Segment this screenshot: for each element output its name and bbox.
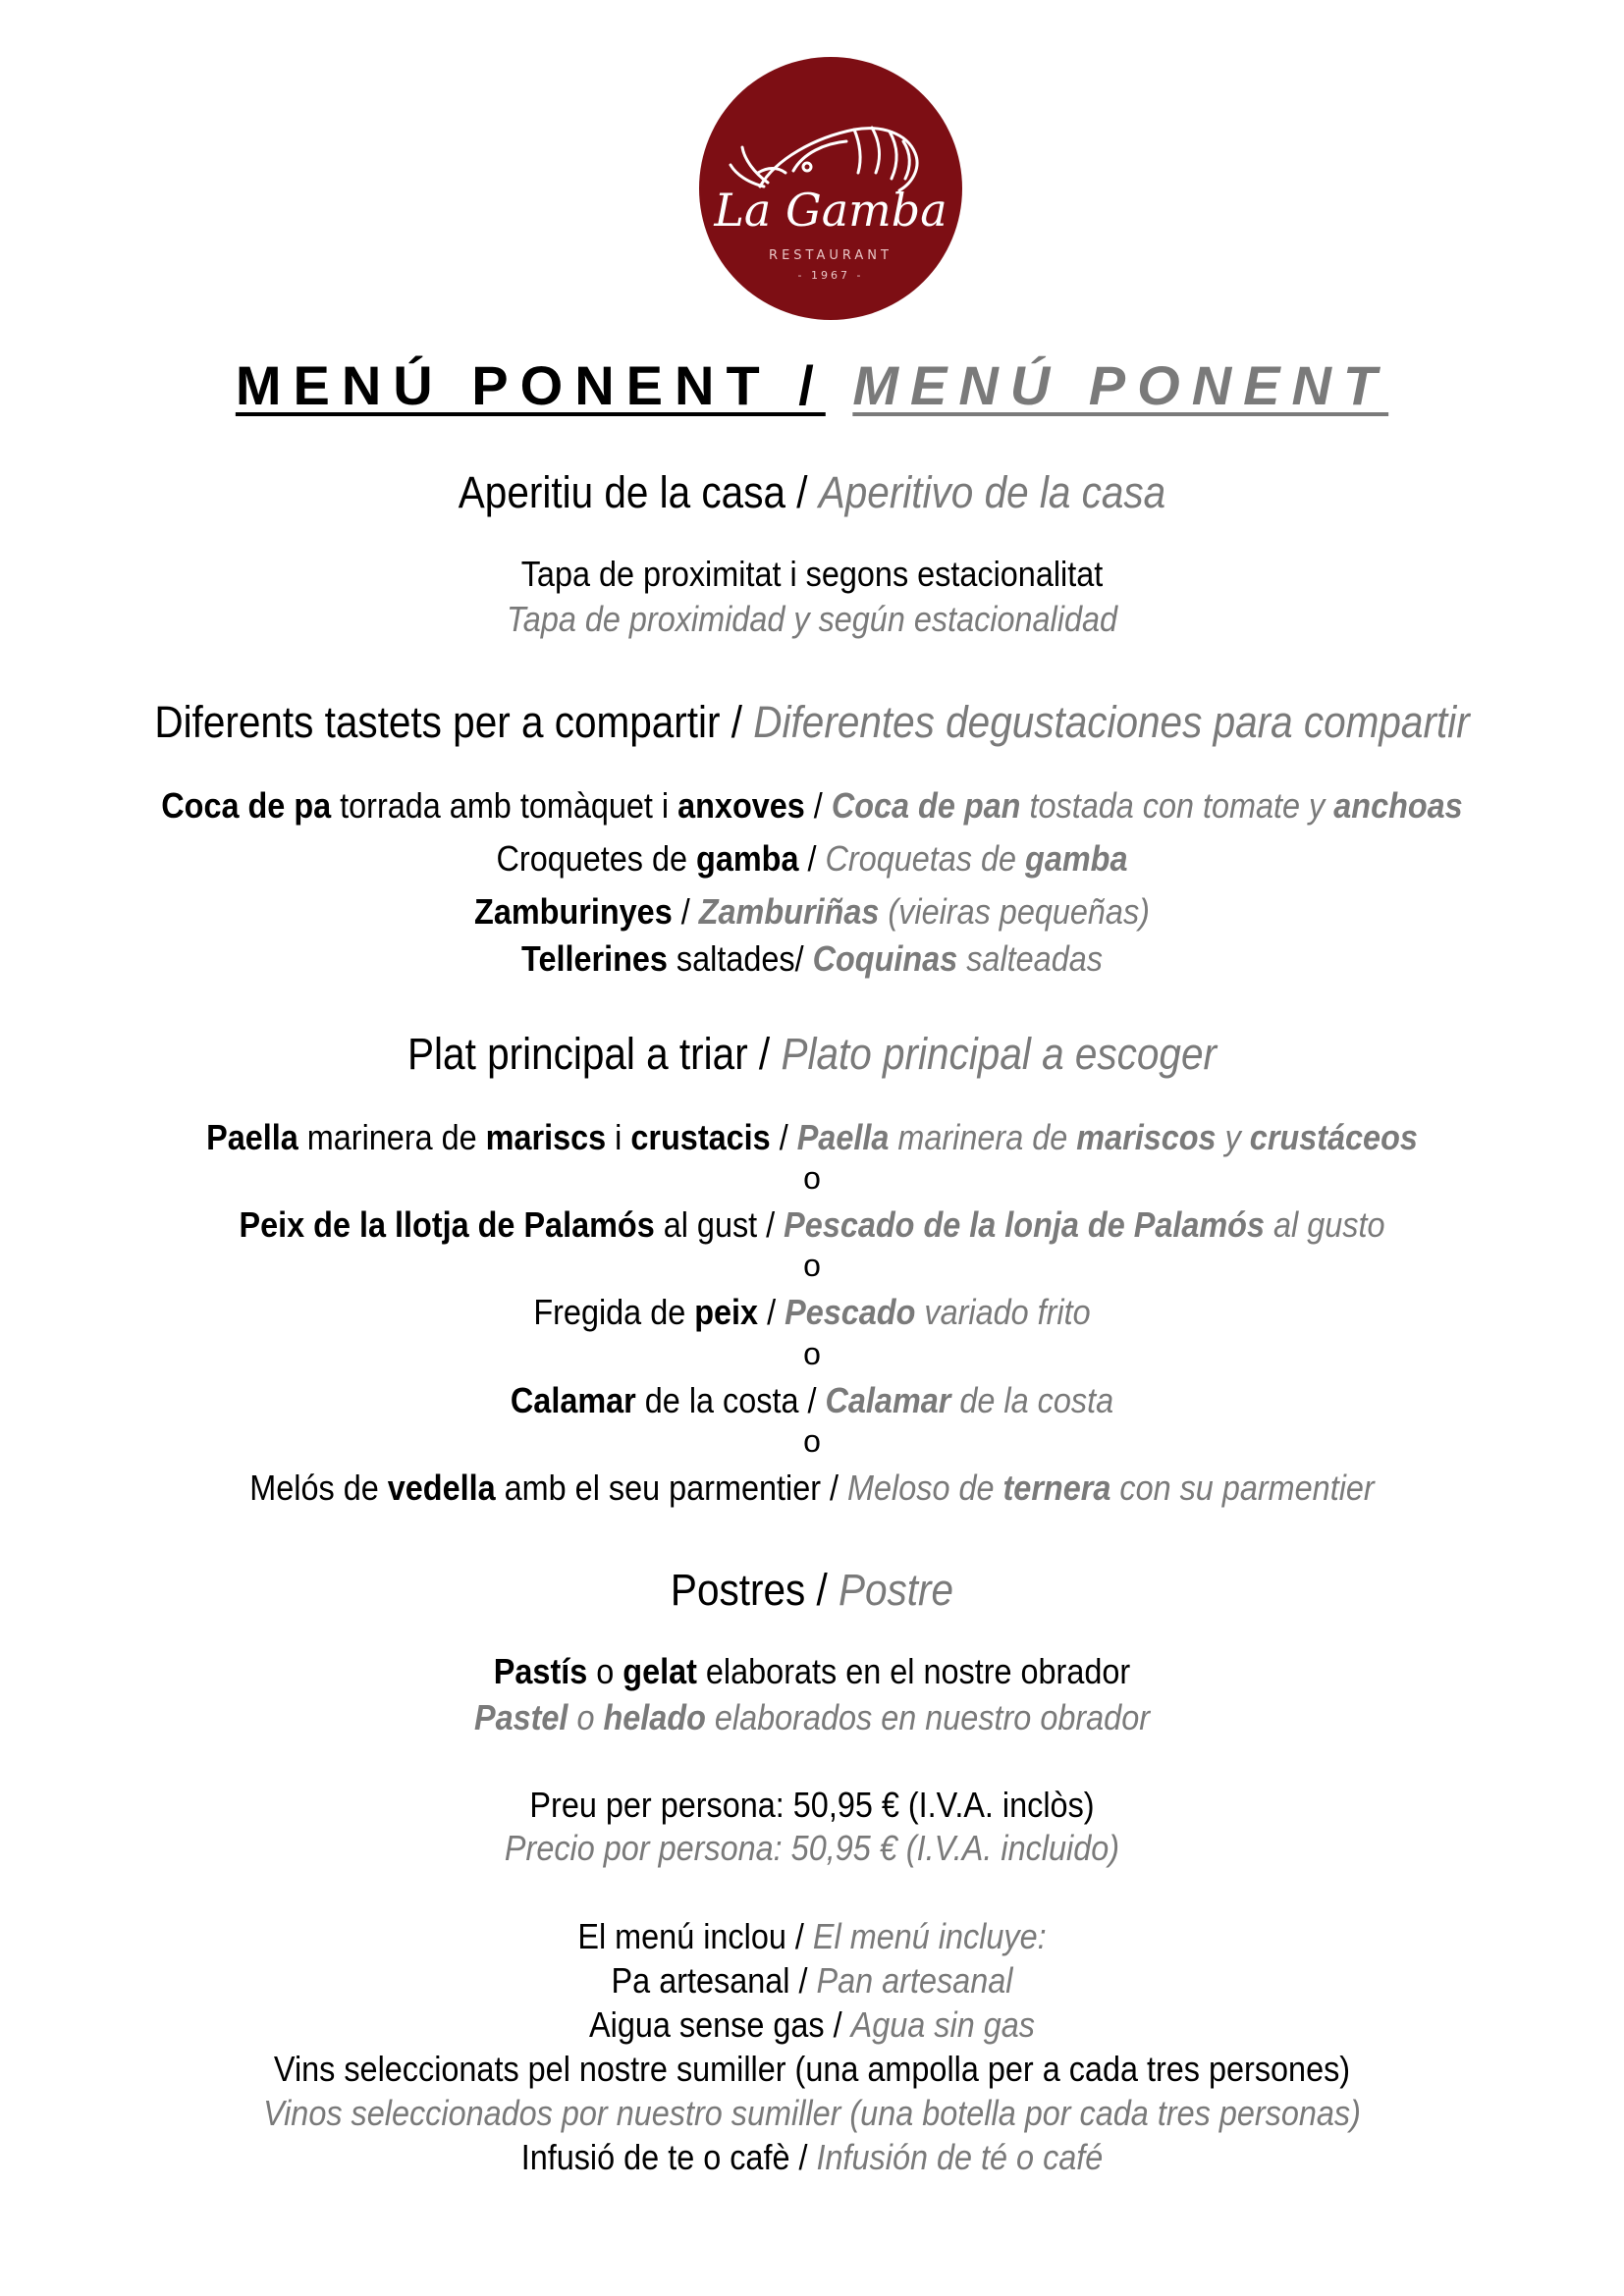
dish-text: torrada amb tomàquet i xyxy=(331,785,678,826)
dish-text: elaborats en el nostre obrador xyxy=(696,1651,1131,1691)
dish-keyword: mariscs xyxy=(485,1117,607,1157)
includes-heading xyxy=(81,1914,1543,1959)
dish-keyword: helado xyxy=(603,1697,706,1737)
postres-heading-ca: Postres / xyxy=(670,1565,828,1615)
dish-keyword: Zamburiñas xyxy=(698,891,880,932)
dish-keyword: Tellerines xyxy=(521,938,668,979)
dish-keyword: ternera xyxy=(1002,1468,1111,1508)
dish-es xyxy=(785,1292,1091,1332)
tastets-heading-ca: Diferents tastets per a compartir / xyxy=(154,697,743,747)
postres-heading xyxy=(81,1563,1543,1618)
dish-keyword: Calamar xyxy=(510,1380,636,1420)
dish-keyword: Coca de pa xyxy=(161,785,332,826)
dish-keyword: Zamburinyes xyxy=(474,891,673,932)
or-separator: o xyxy=(803,1248,821,1283)
tastets-item xyxy=(81,936,1543,982)
dish-es xyxy=(826,838,1128,879)
dish-keyword: Peix de la llotja de Palamós xyxy=(239,1204,655,1245)
dish-text: variado frito xyxy=(915,1292,1091,1332)
includes-wine-ca: Vins seleccionats pel nostre sumiller (una ampolla per a cada tres persones) xyxy=(273,2049,1351,2089)
dish-es xyxy=(847,1468,1375,1508)
dish-text: Meloso de xyxy=(847,1468,1003,1508)
principal-item xyxy=(81,1378,1543,1423)
principal-item xyxy=(81,1466,1543,1511)
separator: de la costa / xyxy=(635,1380,826,1420)
dish-text: Croquetas de xyxy=(825,838,1026,879)
principal-heading xyxy=(81,1027,1543,1082)
or-separator: o xyxy=(803,1336,821,1371)
dish-keyword: crustáceos xyxy=(1249,1117,1418,1157)
dish-keyword: Coquinas xyxy=(812,938,958,979)
dish-text: al gusto xyxy=(1264,1204,1385,1245)
dish-text: o xyxy=(568,1697,604,1737)
menu-title xyxy=(0,351,1624,420)
separator: / xyxy=(758,1292,785,1332)
includes-bread-ca: Pa artesanal / xyxy=(611,1960,808,2001)
includes-bread xyxy=(81,1958,1543,2003)
dish-keyword: anchoas xyxy=(1333,785,1463,826)
includes-water-es: Agua sin gas xyxy=(850,2004,1035,2045)
tastets-item xyxy=(81,889,1543,934)
includes-wine-es: Vinos seleccionados por nuestro sumiller (una botella por cada tres personas) xyxy=(263,2093,1361,2133)
includes-bread-es: Pan artesanal xyxy=(816,1960,1013,2001)
dish-text: Fregida de xyxy=(533,1292,695,1332)
logo-subtitle: RESTAURANT xyxy=(769,248,893,263)
dish-text: y xyxy=(1216,1117,1250,1157)
dish-keyword: Paella xyxy=(206,1117,298,1157)
menu-title-ca: MENÚ PONENT / xyxy=(235,354,826,416)
restaurant-logo xyxy=(699,57,962,320)
includes-heading-ca: El menú inclou / xyxy=(577,1916,804,1956)
dish-keyword: vedella xyxy=(387,1468,496,1508)
dish-keyword: anxoves xyxy=(677,785,805,826)
dish-keyword: gamba xyxy=(1025,838,1128,879)
dish-keyword: Coca de pan xyxy=(831,785,1021,826)
dish-keyword: mariscos xyxy=(1076,1117,1217,1157)
dish-text: salteadas xyxy=(957,938,1103,979)
separator: / xyxy=(804,785,832,826)
includes-infusion xyxy=(81,2135,1543,2180)
dish-es xyxy=(826,1380,1114,1420)
aperitiu-line-es: Tapa de proximidad y según estacionalidad xyxy=(506,599,1118,639)
dish-text: (vieiras pequeñas) xyxy=(879,891,1150,932)
tastets-item xyxy=(81,783,1543,828)
postres-line-es xyxy=(81,1695,1543,1740)
dish-es xyxy=(784,1204,1384,1245)
includes-water xyxy=(81,2002,1543,2048)
dish-text: marinera de xyxy=(298,1117,486,1157)
principal-item xyxy=(81,1202,1543,1248)
separator: amb el seu parmentier / xyxy=(495,1468,848,1508)
dish-text: Melós de xyxy=(249,1468,388,1508)
or-separator: o xyxy=(803,1160,821,1196)
includes-infusion-ca: Infusió de te o cafè / xyxy=(520,2137,808,2177)
postres-heading-es: Postre xyxy=(839,1565,954,1615)
dish-text: o xyxy=(587,1651,623,1691)
aperitiu-heading-es: Aperitivo de la casa xyxy=(818,467,1166,517)
price-es: Precio por persona: 50,95 € (I.V.A. incluido) xyxy=(504,1828,1120,1868)
dish-keyword: Calamar xyxy=(825,1380,951,1420)
principal-heading-ca: Plat principal a triar / xyxy=(407,1029,771,1079)
dish-text: i xyxy=(606,1117,631,1157)
separator: / xyxy=(798,838,826,879)
dish-keyword: Pastís xyxy=(493,1651,588,1691)
tastets-item xyxy=(81,836,1543,881)
dish-text: Croquetes de xyxy=(496,838,697,879)
dish-es xyxy=(797,1117,1418,1157)
dish-keyword: Pescado xyxy=(785,1292,916,1332)
dish-keyword: peix xyxy=(694,1292,759,1332)
dish-text: marinera de xyxy=(889,1117,1077,1157)
separator: saltades/ xyxy=(667,938,813,979)
aperitiu-line-ca: Tapa de proximitat i segons estacionalitat xyxy=(520,554,1104,594)
separator: / xyxy=(770,1117,797,1157)
aperitiu-heading xyxy=(81,465,1543,520)
dish-text: con su parmentier xyxy=(1110,1468,1375,1508)
principal-item xyxy=(81,1290,1543,1335)
dish-keyword: Paella xyxy=(796,1117,890,1157)
dish-keyword: Pastel xyxy=(473,1697,568,1737)
logo-year: - 1967 - xyxy=(797,269,864,282)
dish-keyword: gelat xyxy=(623,1651,697,1691)
dish-text: de la costa xyxy=(950,1380,1114,1420)
menu-title-es: MENÚ PONENT xyxy=(852,354,1389,416)
principal-item xyxy=(81,1115,1543,1160)
dish-es xyxy=(832,785,1463,826)
price-ca: Preu per persona: 50,95 € (I.V.A. inclòs) xyxy=(529,1785,1095,1825)
dish-keyword: gamba xyxy=(696,838,799,879)
includes-water-ca: Aigua sense gas / xyxy=(589,2004,842,2045)
separator: / xyxy=(672,891,699,932)
dish-keyword: Pescado de la lonja de Palamós xyxy=(784,1204,1265,1245)
postres-line-ca xyxy=(81,1649,1543,1694)
aperitiu-heading-ca: Aperitiu de la casa / xyxy=(458,467,808,517)
tastets-heading-es: Diferentes degustaciones para compartir xyxy=(753,697,1470,747)
dish-text: elaborados en nuestro obrador xyxy=(705,1697,1151,1737)
separator: al gust / xyxy=(654,1204,785,1245)
dish-es xyxy=(699,891,1150,932)
includes-infusion-es: Infusión de té o café xyxy=(816,2137,1104,2177)
tastets-heading xyxy=(81,695,1543,750)
dish-text: tostada con tomate y xyxy=(1020,785,1334,826)
dish-es xyxy=(813,938,1103,979)
dish-keyword: crustacis xyxy=(630,1117,771,1157)
or-separator: o xyxy=(803,1423,821,1459)
includes-heading-es: El menú incluye: xyxy=(812,1916,1047,1956)
logo-name: La Gamba xyxy=(714,184,947,237)
principal-heading-es: Plato principal a escoger xyxy=(781,1029,1217,1079)
